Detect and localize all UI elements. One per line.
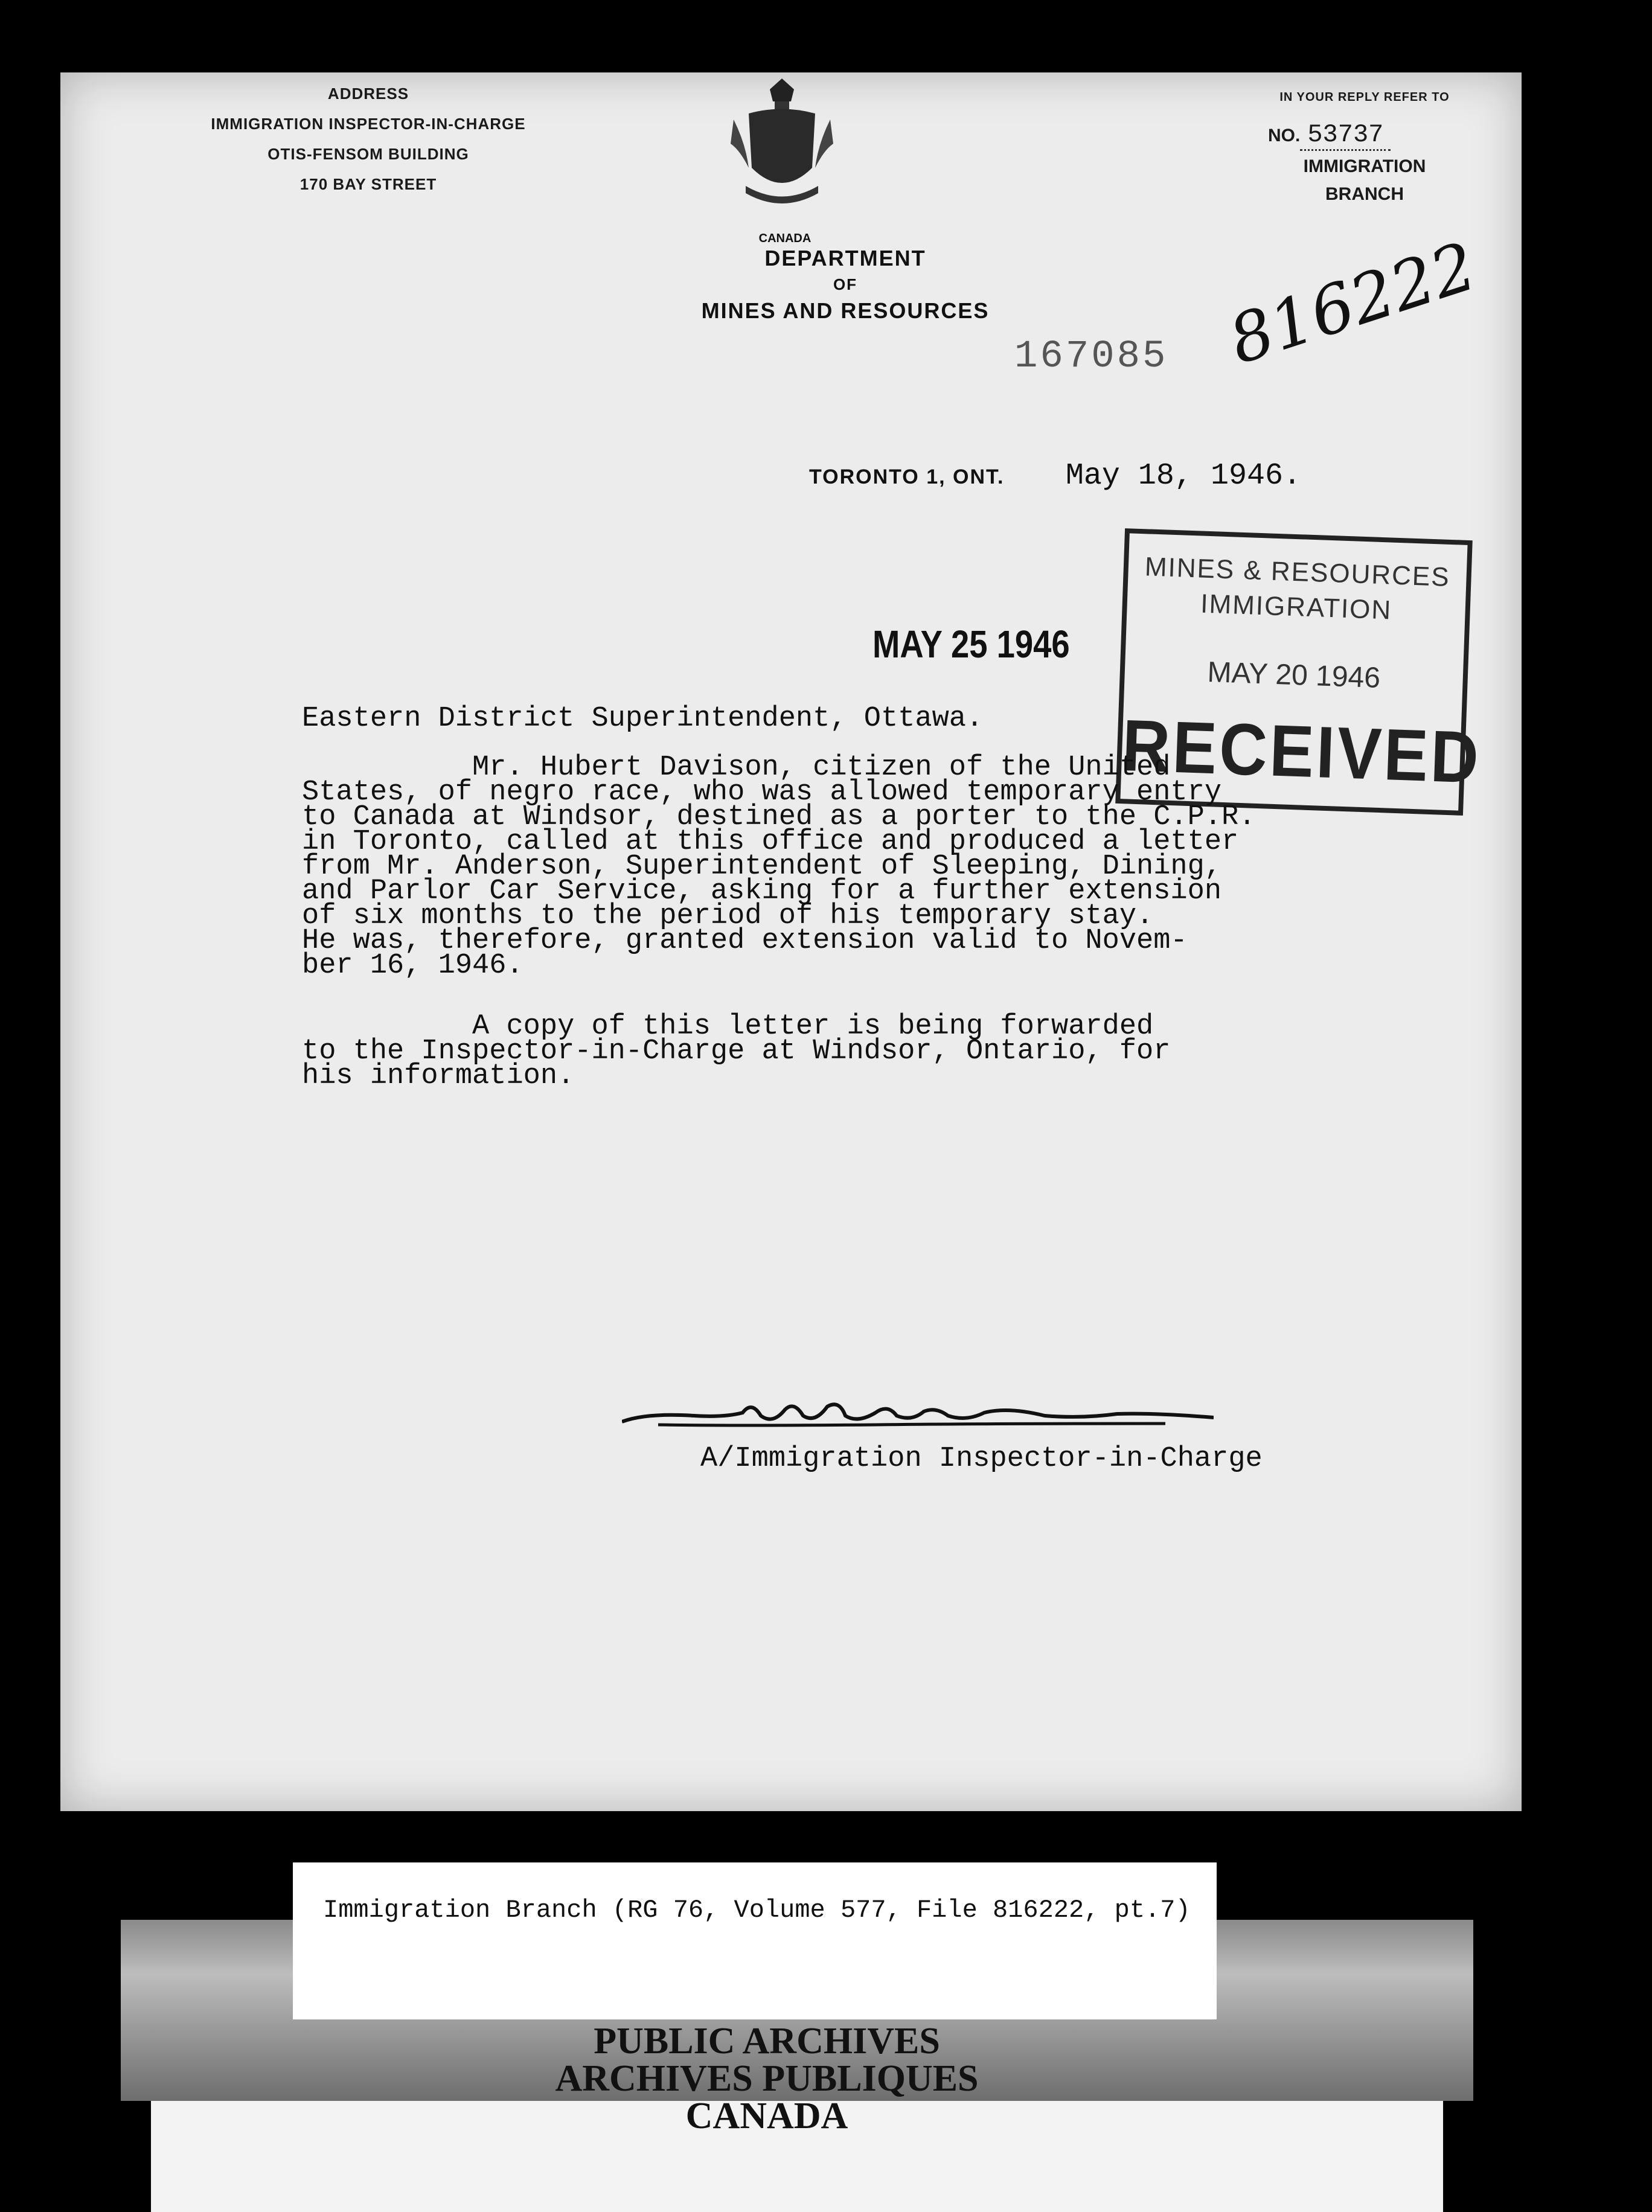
archives-stamp-line: PUBLIC ARCHIVES bbox=[594, 2021, 940, 2062]
department-line: MINES AND RESOURCES bbox=[701, 298, 990, 323]
department-line: OF bbox=[833, 275, 858, 293]
body-paragraph: Mr. Hubert Davison, citizen of the United States, of negro race, who was allowed temporary entry to Canada at Windsor, destined as a porter to the C.P.R. in Toronto, called at this office and produced a letter from Mr. Anderson, Superintendent of Sleeping, Dining, and Parlor Car Service, asking for a further extension of six months to the period of his temporary stay. He was, therefore, granted extension valid to Novem- ber 16, 1946. bbox=[302, 752, 1256, 982]
place: TORONTO 1, ONT. bbox=[809, 465, 1005, 488]
received-stamp-word: RECEIVED bbox=[1121, 705, 1482, 799]
date-stamp: MAY 25 1946 bbox=[872, 622, 1070, 666]
signature-title: A/Immigration Inspector-in-Charge bbox=[700, 1443, 1263, 1475]
archive-label-text: Immigration Branch (RG 76, Volume 577, File 816222, pt.7) bbox=[323, 1896, 1191, 1925]
letter-body bbox=[302, 703, 1353, 1092]
archive-label bbox=[293, 1862, 1217, 2019]
department-line: DEPARTMENT bbox=[764, 246, 926, 270]
address-line: OTIS-FENSOM BUILDING bbox=[267, 145, 469, 163]
address-line: 170 BAY STREET bbox=[299, 175, 437, 193]
file-number: 53737 bbox=[1300, 120, 1391, 151]
address-line: ADDRESS bbox=[327, 85, 409, 103]
reply-label: IN YOUR REPLY REFER TO bbox=[1279, 91, 1450, 104]
archives-stamp-line: CANADA bbox=[685, 2095, 848, 2137]
received-stamp-line: MINES & RESOURCES bbox=[1144, 552, 1451, 592]
reply-reference bbox=[1238, 91, 1491, 205]
country-label: CANADA bbox=[758, 232, 812, 245]
stamped-number: 167085 bbox=[1014, 335, 1168, 379]
no-label: NO. bbox=[1268, 126, 1301, 145]
archives-stamp bbox=[531, 2022, 1002, 2135]
branch-line: BRANCH bbox=[1325, 184, 1404, 204]
received-stamp-line: IMMIGRATION bbox=[1200, 589, 1392, 625]
address-line: IMMIGRATION INSPECTOR-IN-CHARGE bbox=[211, 115, 526, 133]
signature bbox=[622, 1389, 1214, 1443]
received-stamp-date: MAY 20 1946 bbox=[1206, 656, 1381, 694]
branch-line: IMMIGRATION bbox=[1303, 156, 1426, 176]
coat-of-arms-icon bbox=[728, 77, 836, 222]
body-paragraph: A copy of this letter is being forwarded to the Inspector-in-Charge at Windsor, Ontario, for his information. bbox=[302, 1011, 1171, 1092]
handwritten-file-number: 816222 bbox=[1220, 227, 1485, 379]
letter-date: May 18, 1946. bbox=[1065, 459, 1301, 493]
place-and-date bbox=[809, 459, 1301, 493]
return-address bbox=[139, 78, 598, 199]
addressee: Eastern District Superintendent, Ottawa. bbox=[302, 703, 984, 735]
department-heading bbox=[604, 241, 1087, 328]
archives-stamp-line: ARCHIVES PUBLIQUES bbox=[555, 2058, 979, 2099]
